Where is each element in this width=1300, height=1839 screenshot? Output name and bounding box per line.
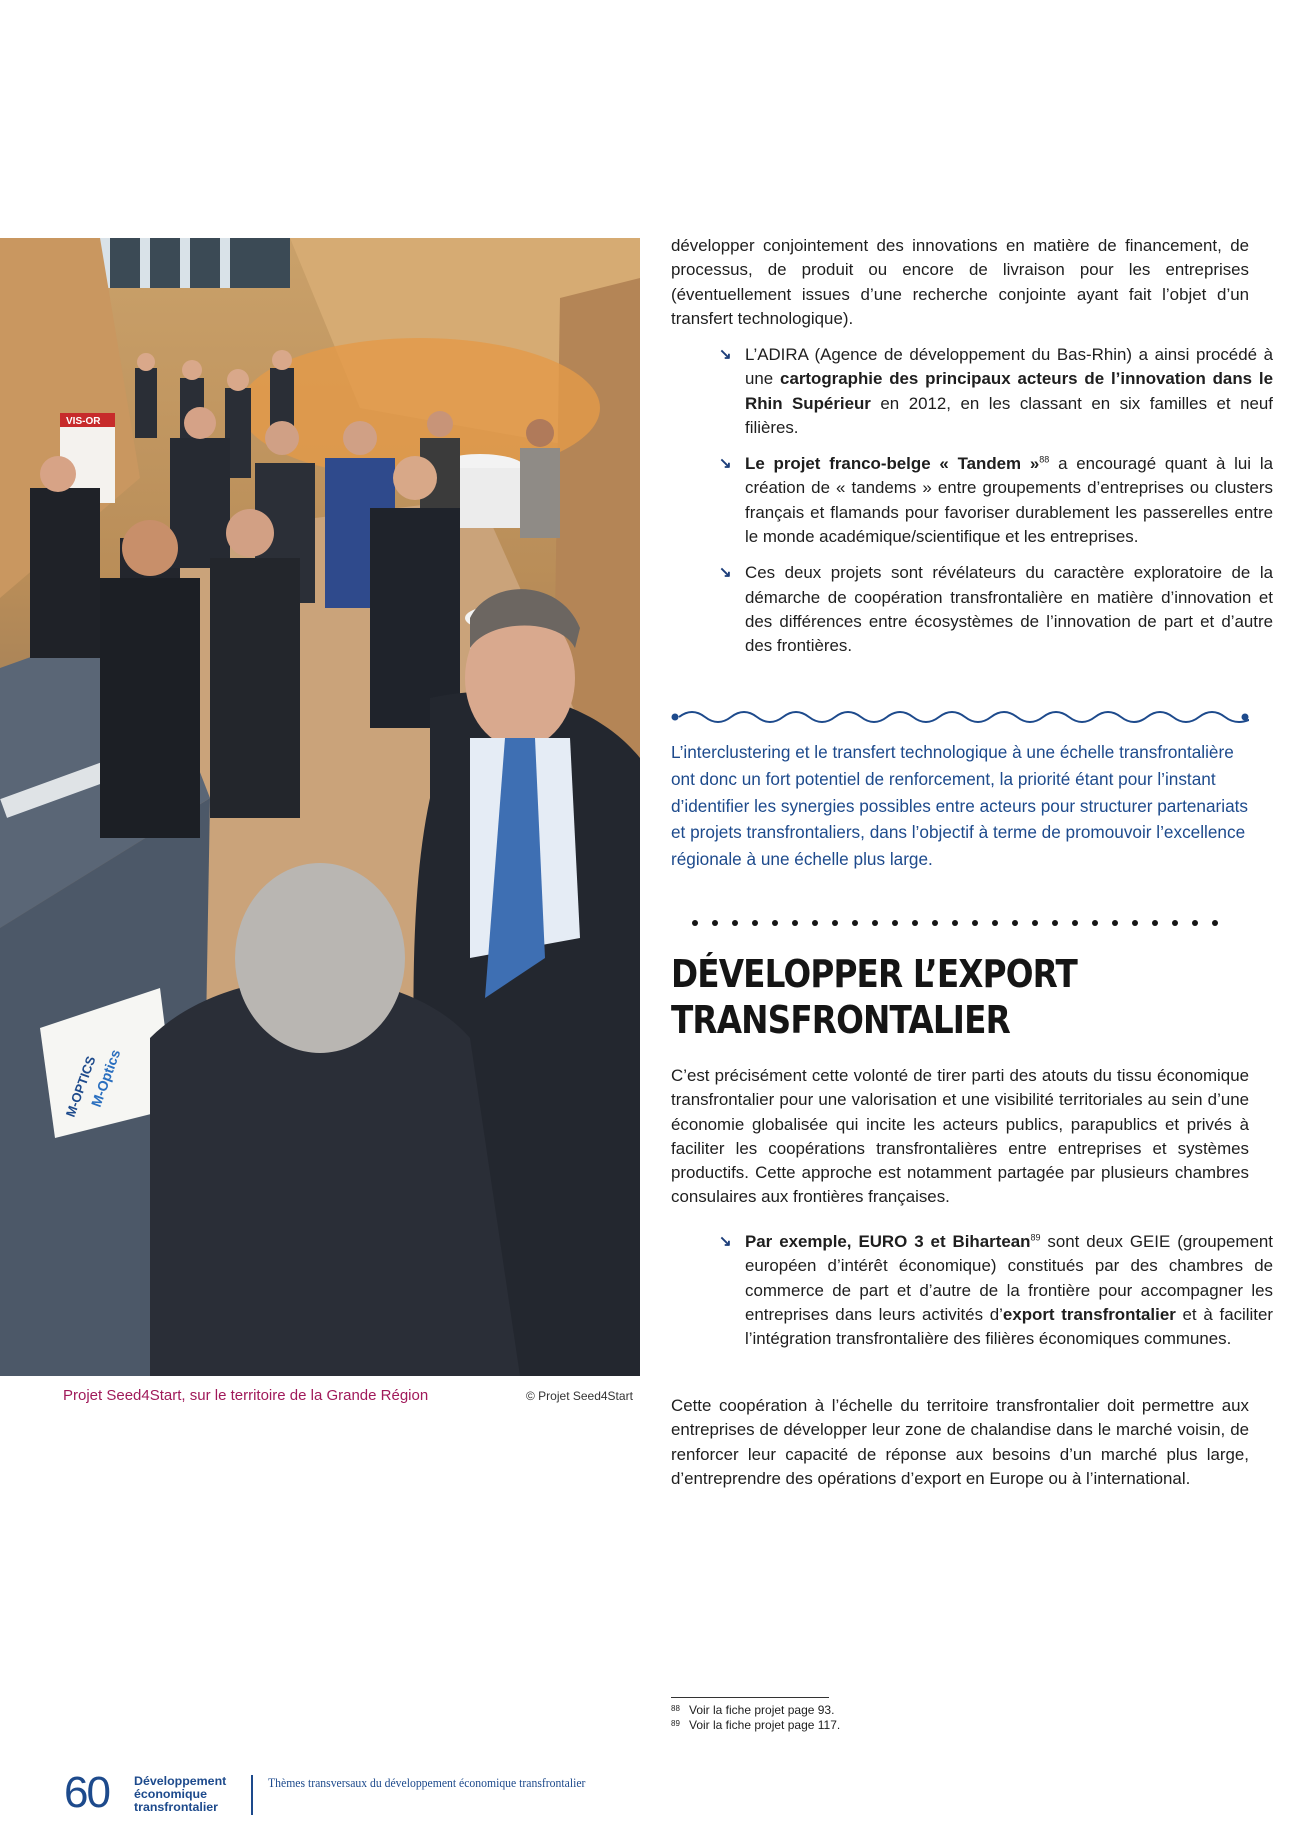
bullet-text: a encouragé quant à lui la création de « tandems » entre groupements d’entreprises ou clusters français et flamands pour favoriser durablement les passerelles entre le monde académique/scientifique et les entreprises. bbox=[745, 454, 1273, 547]
footer-section-title: Thèmes transversaux du développement économique transfrontalier bbox=[268, 1775, 586, 1790]
section-title bbox=[671, 951, 1168, 1043]
highlight-paragraph: L’interclustering et le transfert technologique à une échelle transfrontalière ont donc un fort potentiel de renforcement, la priorité étant pour l’instant d’identifier les synergies possibles entre acteurs pour structurer partenariats et projets transfrontaliers, dans l’objectif à terme de promouvoir l’excellence régionale à une échelle plus large. bbox=[671, 742, 1249, 870]
bullet-text: sont deux GEIE (groupement européen d’intérêt économique) constitués par des chambres de commerce de part et d’autre de la frontière pour accompagner les entreprises dans leurs activités d’ bbox=[745, 1232, 1273, 1324]
bullet-text: Ces deux projets sont révélateurs du caractère exploratoire de la démarche de coopération transfrontalière en matière d’innovation et des différences entre écosystèmes de l’innovation de part et d’autre des frontières. bbox=[745, 563, 1273, 656]
footnote bbox=[671, 1718, 840, 1733]
wave-divider bbox=[671, 705, 1249, 729]
event-photo bbox=[0, 238, 640, 1376]
bullet-text: L’ADIRA (Agence de développement du Bas-Rhin) a ainsi procédé à une bbox=[745, 345, 1273, 389]
arrow-bullet-icon: ↘ bbox=[719, 346, 732, 363]
photo-sign-moptics-logo: M-Optics bbox=[87, 1047, 124, 1110]
photo-illustration bbox=[0, 238, 640, 1376]
intro-paragraph: développer conjointement des innovations en matière de financement, de processus, de produit ou encore de livraison pour les entreprises (éventuellement issues d’une recherche conjointe ayant fait l’objet d’un transfert technologique). bbox=[671, 236, 1249, 328]
bullet-item-summary bbox=[719, 561, 1273, 658]
dotted-separator bbox=[691, 916, 1231, 930]
export-bullet-list bbox=[719, 1230, 1273, 1363]
brand-line-1: Développement bbox=[134, 1774, 227, 1788]
bullet-bold-text: Par exemple, EURO 3 et Bihartean bbox=[745, 1232, 1031, 1251]
intro-section bbox=[671, 234, 1249, 331]
bullet-item-adira bbox=[719, 343, 1273, 440]
footnote-rule bbox=[671, 1697, 829, 1698]
brand-line-3: transfrontalier bbox=[134, 1800, 218, 1814]
bullet-text: en 2012, en les classant en six familles et neuf filières. bbox=[745, 393, 1273, 437]
footnote-number: 89 bbox=[671, 1719, 680, 1728]
arrow-bullet-icon: ↘ bbox=[719, 1233, 732, 1250]
export-section bbox=[671, 1064, 1249, 1210]
photo-caption: Projet Seed4Start, sur le territoire de la Grande Région bbox=[63, 1387, 429, 1404]
page-number: 60 bbox=[64, 1768, 109, 1817]
footnotes bbox=[671, 1703, 840, 1733]
bullet-item-euro3 bbox=[719, 1230, 1273, 1351]
section-title-line-2: TRANSFRONTALIER bbox=[671, 998, 1010, 1042]
footnote-text: Voir la fiche projet page 93. bbox=[689, 1703, 835, 1717]
closing-paragraph: Cette coopération à l’échelle du territoire transfrontalier doit permettre aux entreprises de développer leur zone de chalandise dans le marché voisin, de renforcer leur capacité de réponse aux besoins d’un marché plus large, d’entreprendre des opérations d’export en Europe ou à l’international. bbox=[671, 1396, 1249, 1488]
footnote-number: 88 bbox=[671, 1704, 680, 1713]
photo-sign-moptics: M-OPTICS bbox=[62, 1054, 99, 1120]
arrow-bullet-icon: ↘ bbox=[719, 564, 732, 582]
photo-sign-visor: VIS-OR bbox=[66, 416, 101, 427]
arrow-bullet-icon: ↘ bbox=[719, 455, 732, 473]
photo-credit: © Projet Seed4Start bbox=[526, 1389, 633, 1403]
export-paragraph: C’est précisément cette volonté de tirer parti des atouts du tissu économique transfrontalier pour une valorisation et une visibilité territoriales au sein d’une économie globalisée qui incite les acteurs publics, parapublics et privés à faciliter les coopérations transfrontalières entre entreprises et systèmes productifs. Cette approche est notamment partagée par plusieurs chambres consulaires aux frontières françaises. bbox=[671, 1066, 1249, 1207]
footer-divider bbox=[251, 1775, 253, 1815]
innovation-bullet-list bbox=[719, 343, 1273, 671]
publication-brand bbox=[134, 1775, 226, 1814]
bullet-bold-text: Le projet franco-belge « Tandem » bbox=[745, 454, 1040, 474]
footnote bbox=[671, 1703, 840, 1718]
brand-line-2: économique bbox=[134, 1787, 207, 1801]
bullet-text: et à faciliter l’intégration transfrontalière des filières économiques communes. bbox=[745, 1304, 1273, 1349]
bullet-bold-text: export transfrontalier bbox=[1002, 1304, 1176, 1324]
bullet-item-tandem bbox=[719, 452, 1273, 549]
bullet-bold-text: cartographie des principaux acteurs de l’innovation dans le Rhin Supérieur bbox=[745, 369, 1273, 413]
section-title-line-1: DÉVELOPPER L’EXPORT bbox=[671, 952, 1077, 996]
footnote-ref: 88 bbox=[1039, 454, 1050, 465]
footnote-text: Voir la fiche projet page 117. bbox=[689, 1718, 841, 1732]
closing-section bbox=[671, 1394, 1249, 1491]
footnote-ref: 89 bbox=[1030, 1232, 1041, 1243]
